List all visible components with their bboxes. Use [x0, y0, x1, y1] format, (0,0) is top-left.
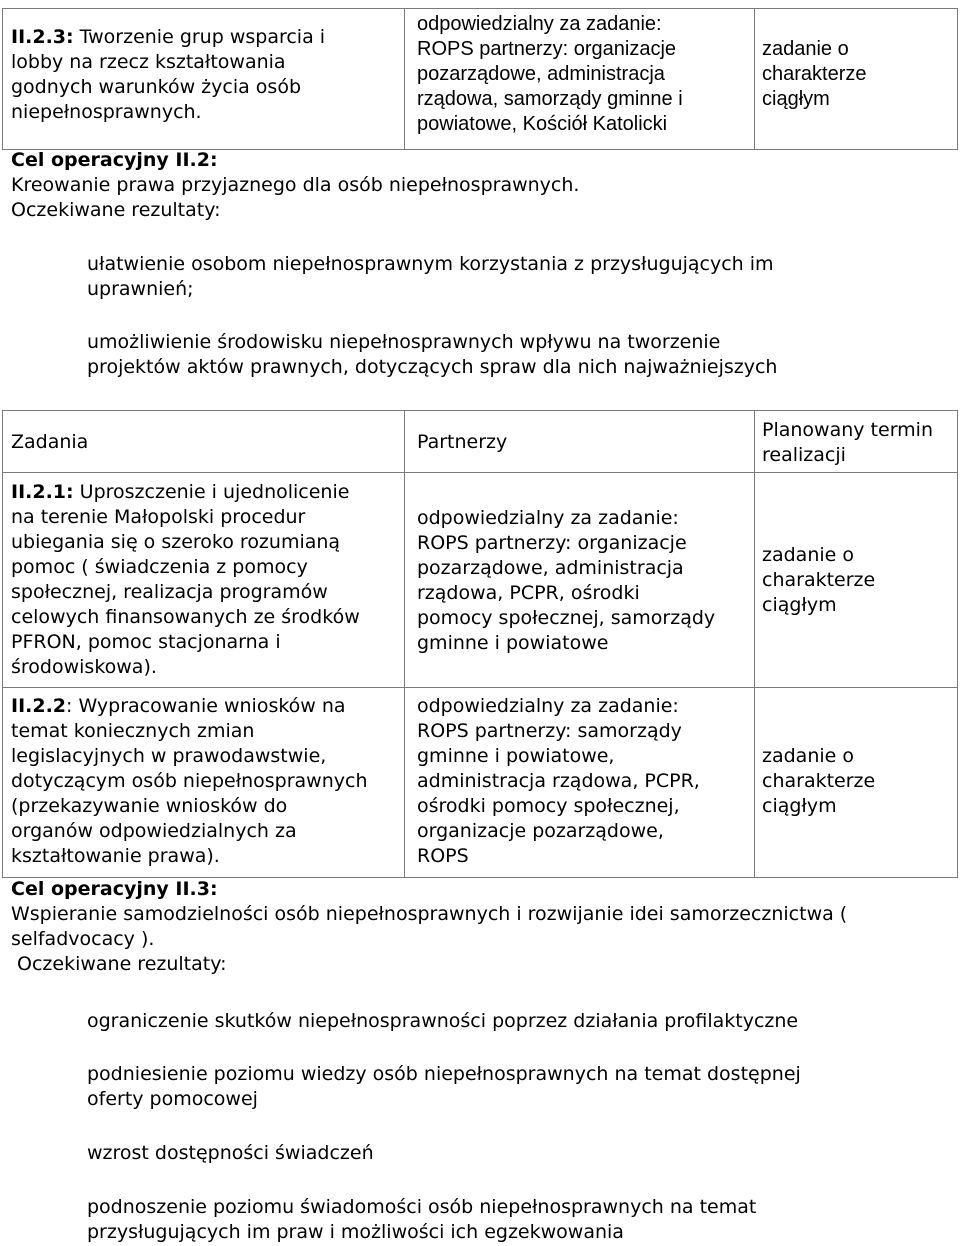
top-row-divider-1: [404, 8, 405, 150]
result-line: ograniczenie skutków niepełnosprawności poprzez działania profilaktyczne: [87, 1010, 799, 1032]
task-text-line: legislacyjnych w prawodawstwie,: [11, 745, 327, 767]
table-row-1-term: [762, 543, 875, 618]
task-text-line: Uproszczenie i ujednolicenie: [73, 481, 350, 503]
task-text-line: PFRON, pomoc stacjonarna i: [11, 631, 281, 653]
table-row-2-partners: [417, 694, 700, 869]
tasks-table-divider-2: [754, 410, 755, 878]
objective-heading-code: II.2:: [175, 149, 218, 171]
task-text-line: Tworzenie grup wsparcia i: [73, 26, 326, 48]
task-text-line: (przekazywanie wniosków do: [11, 795, 288, 817]
task-text-line: środowiskowa).: [11, 656, 157, 678]
partners-line: administracja rządowa, PCPR,: [417, 770, 700, 792]
task-text-line: na terenie Małopolski procedur: [11, 506, 306, 528]
partners-line: organizacje pozarządowe,: [417, 820, 664, 842]
partners-line: rządowa, samorządy gminne i: [417, 88, 683, 110]
task-text-line: celowych finansowanych ze środków: [11, 606, 360, 628]
task-text-line: ubiegania się o szeroko rozumianą: [11, 531, 341, 553]
partners-line: ROPS partnerzy: samorządy: [417, 720, 682, 742]
task-text-line: kształtowanie prawa).: [11, 845, 220, 867]
top-row-divider-2: [754, 8, 755, 150]
partners-line: pozarządowe, administracja: [417, 557, 684, 579]
result-item: [87, 330, 777, 380]
term-line: ciągłym: [762, 594, 837, 616]
objective-heading-label: Cel operacyjny: [11, 149, 169, 171]
result-line: przysługujących im praw i możliwości ich egzekwowania: [87, 1221, 624, 1243]
task-code: II.2.3:: [11, 26, 74, 48]
objective-title: selfadvocacy ).: [11, 928, 155, 950]
results-label: Oczekiwane rezultaty:: [11, 199, 221, 221]
partners-line: odpowiedzialny za zadanie:: [417, 13, 662, 35]
table-row-1-task: [11, 480, 360, 680]
top-row-term-cell: [762, 37, 867, 112]
objective-title: Wspieranie samodzielności osób niepełnosprawnych i rozwijanie idei samorzecznictwa (: [11, 903, 848, 925]
result-line: uprawnień;: [87, 278, 194, 300]
header-term-line: Planowany termin: [762, 419, 933, 441]
objective-title: Kreowanie prawa przyjaznego dla osób niepełnosprawnych.: [11, 174, 580, 196]
partners-line: gminne i powiatowe: [417, 632, 609, 654]
objective-3-section: [11, 877, 847, 977]
task-text-line: społecznej, realizacja programów: [11, 581, 328, 603]
partners-line: odpowiedzialny za zadanie:: [417, 507, 679, 529]
table-row-1-partners: [417, 506, 715, 656]
objective-2-section: [11, 148, 579, 223]
task-text-line: dotyczącym osób niepełnosprawnych: [11, 770, 368, 792]
result-line: projektów aktów prawnych, dotyczących spraw dla nich najważniejszych: [87, 356, 778, 378]
task-code: II.2.1:: [11, 481, 74, 503]
partners-line: ROPS partnerzy: organizacje: [417, 38, 677, 60]
task-text-line: organów odpowiedzialnych za: [11, 820, 297, 842]
term-line: charakterze: [762, 770, 876, 792]
result-item: [87, 1062, 801, 1112]
table-row-2-term: [762, 744, 875, 819]
result-line: podnoszenie poziomu świadomości osób niepełnosprawnych na temat: [87, 1196, 757, 1218]
top-row-task-cell: [11, 25, 325, 125]
term-line: ciągłym: [762, 795, 837, 817]
term-line: zadanie o: [762, 544, 854, 566]
task-text-line: godnych warunków życia osób: [11, 76, 302, 98]
result-line: oferty pomocowej: [87, 1088, 258, 1110]
task-text-line: temat koniecznych zmian: [11, 720, 255, 742]
result-item: [87, 1141, 374, 1166]
table-row-2-task: [11, 694, 367, 869]
header-term: [762, 418, 933, 468]
partners-line: rządowa, PCPR, ośrodki: [417, 582, 640, 604]
partners-line: ROPS: [417, 845, 469, 867]
partners-line: ROPS partnerzy: organizacje: [417, 532, 687, 554]
task-text-line: pomoc ( świadczenia z pomocy: [11, 556, 308, 578]
partners-line: pomocy społecznej, samorządy: [417, 607, 716, 629]
result-line: ułatwienie osobom niepełnosprawnym korzystania z przysługujących im: [87, 253, 774, 275]
objective-heading-code: II.3:: [175, 878, 218, 900]
term-line: zadanie o: [762, 745, 854, 767]
result-item: [87, 1195, 756, 1245]
objective-heading-label: Cel operacyjny: [11, 878, 169, 900]
task-text-line: : Wypracowanie wniosków na: [66, 695, 346, 717]
result-line: wzrost dostępności świadczeń: [87, 1142, 374, 1164]
task-text-line: niepełnosprawnych.: [11, 101, 202, 123]
term-line: ciągłym: [762, 88, 830, 110]
task-code: II.2.2: [11, 695, 67, 717]
result-line: umożliwienie środowisku niepełnosprawnych wpływu na tworzenie: [87, 331, 721, 353]
term-line: zadanie o: [762, 38, 849, 60]
results-label: Oczekiwane rezultaty:: [17, 953, 227, 975]
result-item: [87, 1009, 798, 1034]
term-line: charakterze: [762, 569, 876, 591]
tasks-table-row-line: [2, 687, 958, 688]
partners-line: pozarządowe, administracja: [417, 63, 665, 85]
result-item: [87, 252, 774, 302]
partners-line: gminne i powiatowe,: [417, 745, 615, 767]
partners-line: odpowiedzialny za zadanie:: [417, 695, 679, 717]
header-partners: Partnerzy: [417, 431, 508, 453]
header-tasks: Zadania: [11, 431, 89, 453]
tasks-table-divider-1: [404, 410, 405, 878]
partners-line: ośrodki pomocy społecznej,: [417, 795, 680, 817]
partners-line: powiatowe, Kościół Katolicki: [417, 113, 668, 135]
top-row-partners-cell: [417, 12, 683, 137]
result-line: podniesienie poziomu wiedzy osób niepełnosprawnych na temat dostępnej: [87, 1063, 801, 1085]
tasks-table-header-line: [2, 472, 958, 473]
task-text-line: lobby na rzecz kształtowania: [11, 51, 286, 73]
header-term-line: realizacji: [762, 444, 846, 466]
term-line: charakterze: [762, 63, 867, 85]
